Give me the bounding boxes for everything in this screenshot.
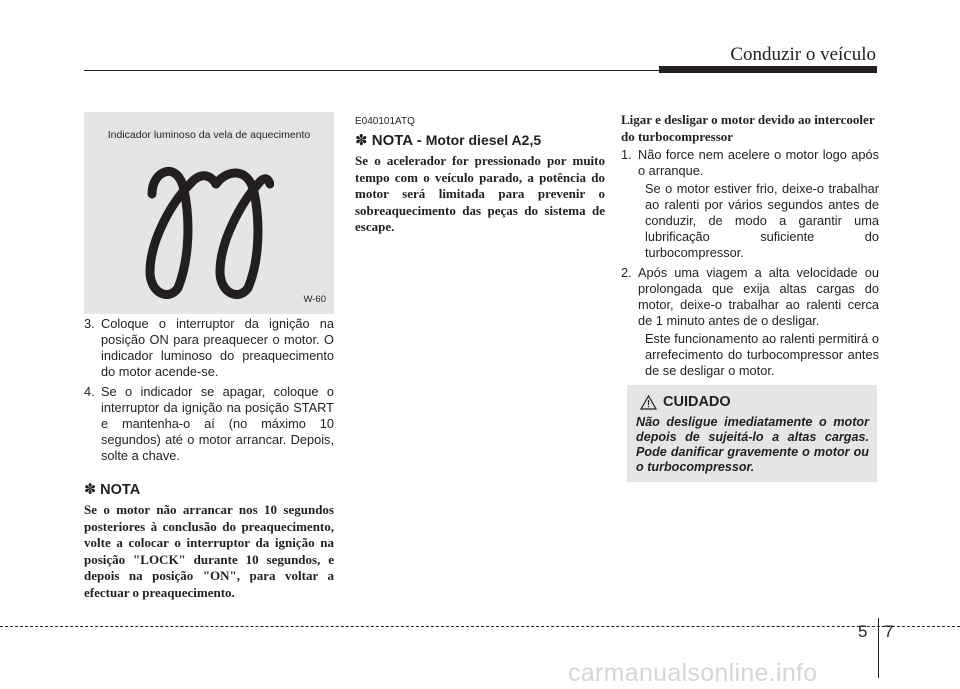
figure-caption: Indicador luminoso da vela de aquecimento [107,129,311,141]
middle-column [355,116,605,236]
diesel-note-subtitle: Motor diesel A2,5 [425,132,542,148]
list-item: 4. Se o indicador se apagar, coloque o interruptor da ignição na posição START e mantenha-o aí (no máximo 10 segundos) até o motor arrancar. Depois, solte a chave. [84,384,334,463]
header-bar [659,66,877,73]
list-item: 1. Não force nem acelere o motor logo após o arranque. Se o motor estiver frio, deixe-o trabalhar ao ralenti por vários segundos antes de conduzir, de modo a garantir uma lubrificação suficiente do turbocompressor. [621,147,879,261]
glow-plug-coil-icon [144,162,274,302]
left-steps-list [84,316,334,464]
figure-code: W-60 [303,294,326,305]
note-text: Se o motor não arrancar nos 10 segundos posteriores à conclusão do preaquecimento, volte a colocar o interruptor da ignição na posição "LOCK" durante 10 segundos, e depois na posição "ON", para voltar a efectuar o preaquecimento. [84,502,334,600]
diesel-note-text: Se o acelerador for pressionado por muito tempo com o veículo parado, a potência do motor será limitada para prevenir o sobreaquecimento das peças do sistema de escape. [355,153,605,235]
page-header-title: Conduzir o veículo [730,44,876,65]
section-code: E040101ATQ [355,116,415,127]
glow-plug-figure [84,112,334,314]
left-column [84,316,334,602]
diesel-note-heading [355,131,605,149]
footer-divider [878,618,879,678]
turbo-section-title: Ligar e desligar o motor devido ao intercooler do turbocompressor [621,112,875,144]
footer-rule [0,626,960,627]
list-item: 2. Após uma viagem a alta velocidade ou prolongada que exija altas cargas do motor, deixe-o trabalhar ao ralenti cerca de 1 minuto antes de o desligar. Este funcionamento ao ralenti permitirá o arrefecimento do turbocompressor antes de se desligar o motor. [621,265,879,379]
right-column [621,112,879,383]
caution-heading [640,394,731,410]
diesel-note-star: ✽ NOTA - [355,132,422,149]
page-number: 7 [884,622,894,641]
turbo-steps-list [621,147,879,379]
watermark: carmanualsonline.info [568,659,818,687]
chapter-number: 5 [858,622,868,641]
note-heading: ✽ NOTA [84,482,141,498]
caution-title: CUIDADO [663,394,731,410]
header-rule [84,70,659,71]
warning-triangle-icon [640,395,657,410]
list-item: 3. Coloque o interruptor da ignição na posição ON para preaquecer o motor. O indicador luminoso do preaquecimento do motor acende-se. [84,316,334,379]
caution-text: Não desligue imediatamente o motor depois de sujeitá-lo a altas cargas. Pode danificar gravemente o motor ou o turbocompressor. [636,415,869,474]
caution-box [627,385,877,482]
